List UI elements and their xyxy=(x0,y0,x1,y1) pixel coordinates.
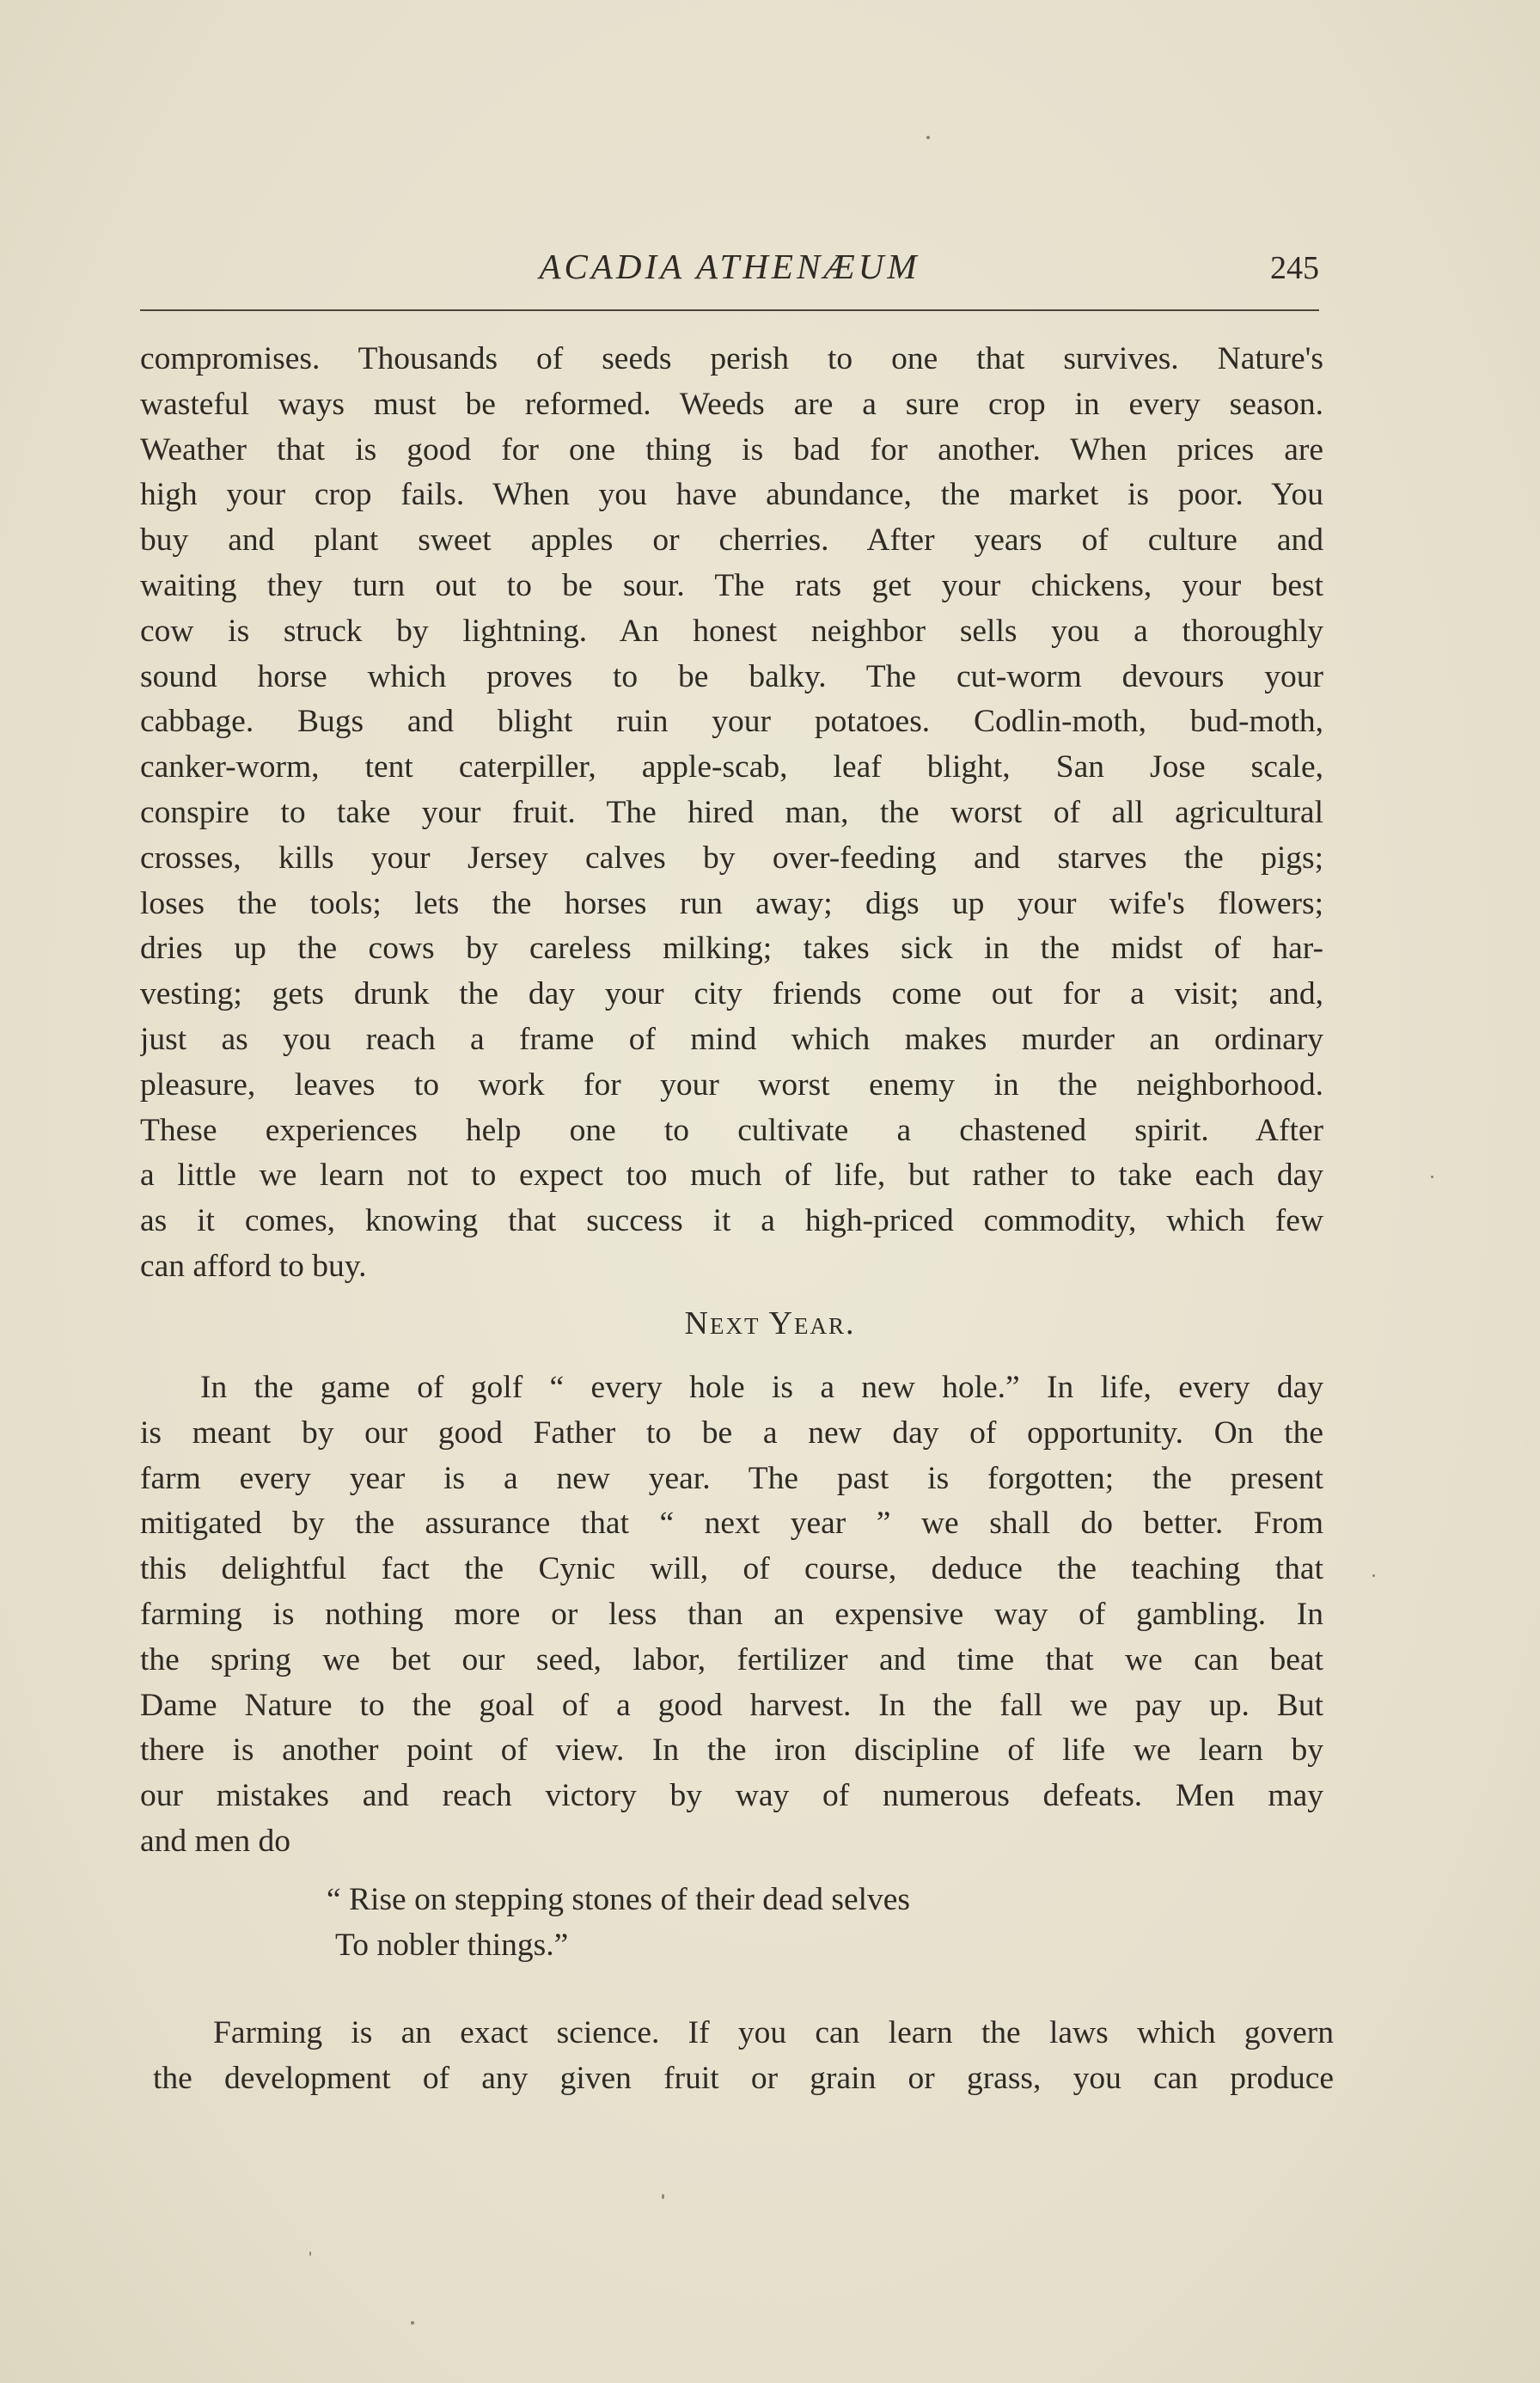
text-line: cabbage. Bugs and blight ruin your potatoes. Codlin-moth, bud-moth, xyxy=(140,704,1323,740)
verse-quote xyxy=(327,1878,910,1969)
text-line: there is another point of view. In the iron discipline of life we learn by xyxy=(140,1732,1323,1769)
paper-speck xyxy=(411,2321,414,2325)
text-line: compromises. Thousands of seeds perish to one that survives. Nature's xyxy=(140,341,1323,376)
page-header xyxy=(140,242,1319,294)
paragraph-3 xyxy=(153,2011,1334,2102)
page-number: 245 xyxy=(1270,250,1319,286)
text-line: wasteful ways must be reformed. Weeds are a sure crop in every season. xyxy=(140,386,1323,422)
paper-speck xyxy=(662,2194,664,2199)
paper-speck xyxy=(309,2252,311,2256)
text-line: the spring we bet our seed, labor, fertilizer and time that we can beat xyxy=(140,1641,1323,1677)
text-line: crosses, kills your Jersey calves by over-feeding and starves the pigs; xyxy=(140,840,1323,876)
paper-speck xyxy=(926,136,930,139)
text-line: loses the tools; lets the horses run away; digs up your wife's flowers; xyxy=(140,885,1323,921)
text-line: Farming is an exact science. If you can learn the laws which govern xyxy=(213,2015,1334,2050)
text-line: vesting; gets drunk the day your city friends come out for a visit; and, xyxy=(140,976,1323,1012)
text-line: conspire to take your fruit. The hired man, the worst of all agricultural xyxy=(140,794,1323,830)
text-line: In the game of golf “ every hole is a new hole.” In life, every day xyxy=(200,1370,1323,1405)
text-line: Dame Nature to the goal of a good harvest. In the fall we pay up. But xyxy=(140,1687,1323,1723)
text-line: Weather that is good for one thing is bad for another. When prices are xyxy=(140,431,1323,467)
running-title: ACADIA ATHENÆUM xyxy=(539,247,920,286)
text-line: mitigated by the assurance that “ next year ” we shall do better. From xyxy=(140,1506,1323,1542)
paragraph-1 xyxy=(140,337,1323,1290)
paper-speck xyxy=(1372,1574,1375,1577)
quote-line: “ Rise on stepping stones of their dead selves xyxy=(327,1882,911,1917)
text-line: a little we learn not to expect too much of life, but rather to take each day xyxy=(140,1158,1323,1194)
text-line: our mistakes and reach victory by way of numerous defeats. Men may xyxy=(140,1778,1323,1814)
text-line: farming is nothing more or less than an expensive way of gambling. In xyxy=(140,1596,1323,1632)
text-line: These experiences help one to cultivate a chastened spirit. After xyxy=(140,1112,1323,1148)
text-line: high your crop fails. When you have abundance, the market is poor. You xyxy=(140,477,1323,513)
section-heading: Next Year. xyxy=(684,1305,856,1341)
text-line: is meant by our good Father to be a new day of opportunity. On the xyxy=(140,1415,1323,1451)
text-line: can afford to buy. xyxy=(140,1248,367,1284)
paper-speck xyxy=(1431,1176,1433,1178)
text-line: farm every year is a new year. The past is forgotten; the present xyxy=(140,1460,1323,1496)
quote-line: To nobler things.” xyxy=(335,1927,569,1963)
text-line: cow is struck by lightning. An honest neighbor sells you a thoroughly xyxy=(140,613,1323,649)
text-line: the development of any given fruit or grain or grass, you can produce xyxy=(153,2060,1334,2096)
text-line: as it comes, knowing that success it a high-priced commodity, which few xyxy=(140,1203,1323,1239)
text-line: this delightful fact the Cynic will, of course, deduce the teaching that xyxy=(140,1551,1323,1587)
text-line: canker-worm, tent caterpiller, apple-scab, leaf blight, San Jose scale, xyxy=(140,749,1323,785)
header-rule xyxy=(140,309,1319,311)
text-line: waiting they turn out to be sour. The rats get your chickens, your best xyxy=(140,567,1323,603)
text-line: sound horse which proves to be balky. The cut-worm devours your xyxy=(140,658,1323,694)
text-line: pleasure, leaves to work for your worst enemy in the neighborhood. xyxy=(140,1066,1323,1103)
text-line: dries up the cows by careless milking; takes sick in the midst of har- xyxy=(140,931,1323,967)
text-line: buy and plant sweet apples or cherries. After years of culture and xyxy=(140,522,1323,559)
paragraph-2 xyxy=(140,1366,1323,1865)
text-line: and men do xyxy=(140,1823,290,1859)
text-line: just as you reach a frame of mind which makes murder an ordinary xyxy=(140,1021,1323,1057)
